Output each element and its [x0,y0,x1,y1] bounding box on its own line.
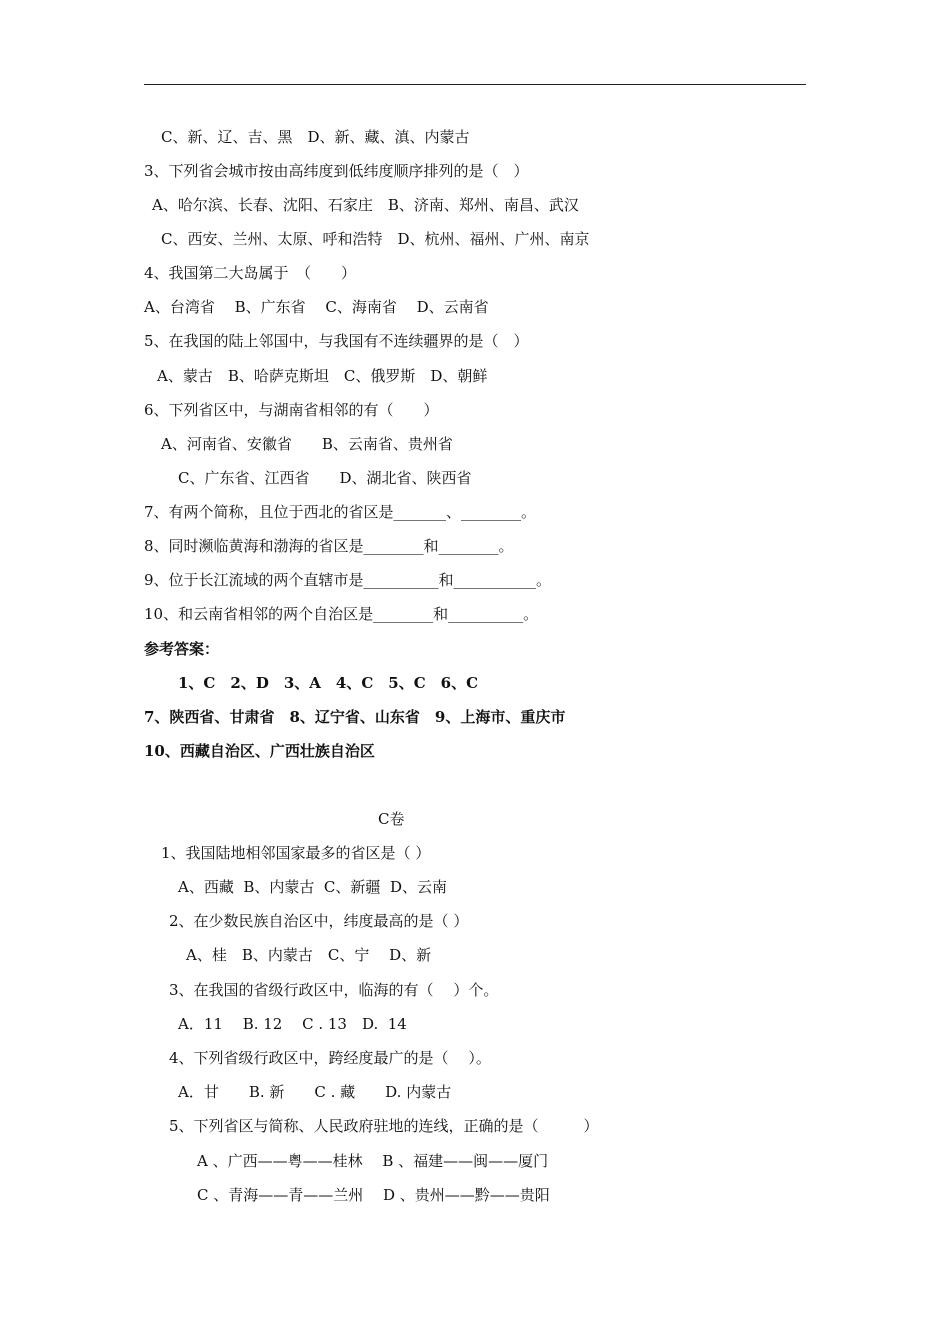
c-q4-options: A．甘 B. 新 C . 藏 D. 内蒙古 [178,1083,452,1101]
q3-options-ab: A、哈尔滨、长春、沈阳、石家庄 B、济南、郑州、南昌、武汉 [152,196,579,214]
q3-options-cd: C、西安、兰州、太原、呼和浩特 D、杭州、福州、广州、南京 [161,230,590,248]
section-c-title: C卷 [378,810,405,828]
answers-fill-1: 7、陕西省、甘肃省 8、辽宁省、山东省 9、上海市、重庆市 [144,708,566,726]
q6-options-ab: A、河南省、安徽省 B、云南省、贵州省 [161,435,453,453]
c-q3-question: 3、在我国的省级行政区中，临海的有（ ）个。 [169,981,499,999]
q4-options: A、台湾省 B、广东省 C、海南省 D、云南省 [144,298,489,316]
c-q1-options: A、西藏 B、内蒙古 C、新疆 D、云南 [178,878,447,896]
q10-question: 10、和云南省相邻的两个自治区是________和__________。 [144,605,539,623]
c-q5-options-cd: C 、青海——青——兰州 D 、贵州——黔——贵阳 [197,1186,550,1204]
c-q3-options: A．11 B. 12 C . 13 D. 14 [178,1015,407,1033]
q7-question: 7、有两个简称，且位于西北的省区是_______、________。 [144,503,537,521]
answers-fill-2: 10、西藏自治区、广西壮族自治区 [144,742,375,760]
q8-question: 8、同时濒临黄海和渤海的省区是________和________。 [144,537,514,555]
q6-options-cd: C、广东省、江西省 D、湖北省、陕西省 [178,469,472,487]
q2-options-cd: C、新、辽、吉、黑 D、新、藏、滇、内蒙古 [161,128,470,146]
q6-question: 6、下列省区中，与湖南省相邻的有（ ） [144,401,439,419]
answers-heading: 参考答案： [144,640,220,658]
answers-choice: 1、C 2、D 3、A 4、C 5、C 6、C [178,674,479,692]
c-q5-question: 5、下列省区与简称、人民政府驻地的连线，正确的是（ ） [169,1117,599,1135]
header-rule [144,84,806,85]
q5-options: A、蒙古 B、哈萨克斯坦 C、俄罗斯 D、朝鲜 [157,367,488,385]
q4-question: 4、我国第二大岛属于 （ ） [144,264,357,282]
c-q2-options: A、桂 B、内蒙古 C、宁 D、新 [186,946,432,964]
c-q2-question: 2、在少数民族自治区中，纬度最高的是（ ） [169,912,469,930]
c-q5-options-ab: A 、广西——粤——桂林 B 、福建——闽——厦门 [197,1152,549,1170]
q3-question: 3、下列省会城市按由高纬度到低纬度顺序排列的是（ ） [144,162,529,180]
q5-question: 5、在我国的陆上邻国中，与我国有不连续疆界的是（ ） [144,332,529,350]
c-q1-question: 1、我国陆地相邻国家最多的省区是（ ） [161,844,431,862]
c-q4-question: 4、下列省级行政区中，跨经度最广的是（ ）。 [169,1049,491,1067]
q9-question: 9、位于长江流域的两个直辖市是__________和___________。 [144,571,552,589]
